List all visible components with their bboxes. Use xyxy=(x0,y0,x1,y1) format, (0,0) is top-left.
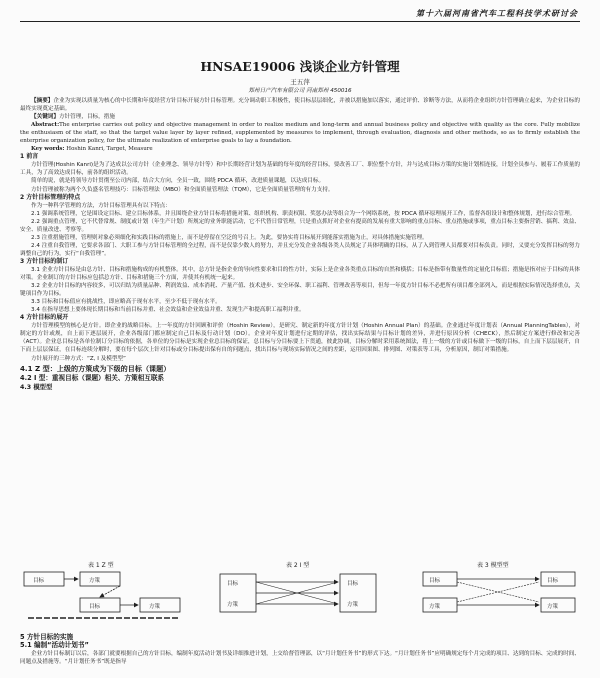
figures-row xyxy=(20,560,585,630)
z-label-1: 目标 xyxy=(33,578,45,584)
keywords-en-label: Key words: xyxy=(31,146,65,153)
section-2-3: 2.3 注重措施管理，管理则对象必须细化和实践目标的措施上，而不是停留在空泛的号召上。为此，要协实将目标展开到能落实措施为止，对具体措施实施管理。 xyxy=(31,234,428,241)
section-4-para-1: 方针管理模型的核心是方针。即企业的战略目标。上一年度的方针回顾和评价（Hoshin Review），是研究、制定新的年度方针计划（Hoshin Annual Plan）的基础。企业通过年度计划表（Annual PlanningTables），对制定的方针或规，自上而下逐层展开，企业各级部门都应制定自己目标及行动计划（DO）。企业对年度计划进行定期的评估，找出实际结果与目标计划的差异，并进行原因分析（CHECK），然后制定方案进行修改和完善（ACT）。企业总目标是各单位制订分目标的依据，各单位的分目标是实现企业总目标的保证，总目标与分目标要上下贯通，彼此协调，目标分解时采用系统图法，将上一级的方针或目标做下一级的目标，自上而下层层展开，自下而上层层保证，在目标连续分解时，要在每个层次上针对目标或分目标提出保有自的问题点，找出目标与现场实际情况之间的差距，运用因果图、排列图、对策表等工具，分析原因，制订对策措施。 xyxy=(20,323,580,354)
keywords-en xyxy=(20,145,580,153)
section-1-para-2: 简单的说，就是将领导方针贯彻至公司内部，结合大方向，全员一致，围绕 PDCA 循环，改进质量课题，以达成目标。 xyxy=(31,178,325,185)
z-label-3: 目标 xyxy=(89,604,101,610)
keywords-cn xyxy=(20,113,580,121)
section-3-title: 3 方针目标的制订 xyxy=(20,257,69,265)
figure-model-type xyxy=(415,560,585,624)
i-label-2: 方策 xyxy=(227,602,239,608)
section-1-para-3: 方针管理被称为两个久负盛名管理技巧：目标管理法（MBO）和全面质量管理法（TQM），它是全面质量管理的有力支持。 xyxy=(31,186,334,193)
abstract-cn-label: 【摘要】 xyxy=(31,98,54,104)
figure-i-diagram xyxy=(210,560,390,624)
section-3-2: 3.2 企业方针目标的内容较多，可以归结为质量品种、利润效益、成本消耗、产量产值、技术进步、安全环保、职工福利、管理改善等项目，但每一年度方针目标不必把所有项目都全部列入，而是根据实际情况选择重点，关键项目作为目标。 xyxy=(20,283,580,298)
figure-z-type xyxy=(20,560,190,624)
section-3-4: 3.4 在指导思想上要体现长期目标和当前目标并重、社会效益和企业效益并重、发现生产和提高职工福利并重。 xyxy=(31,307,305,314)
abstract-en-label: Abstract: xyxy=(31,122,60,129)
section-2-2: 2.2 强调重点管理，它不代替常规、制度或计划（年生产计划）所规定的业务职能活动，它不代替日常管理，只是重点抓好对企业有提高的发展有重大影响的重点目标、重点措施或事项，重点目标主要指营销、搞利、效益、安全、质量改进、考察等。 xyxy=(20,218,580,233)
m-label-4: 方策 xyxy=(547,604,559,610)
section-1-title: 1 前言 xyxy=(20,153,39,161)
section-2-intro: 作为一种科学管理的方法，方针目标管理具有以下特点： xyxy=(31,202,171,209)
i-label-4: 方策 xyxy=(347,602,359,608)
keywords-cn-label: 【关键词】 xyxy=(31,114,59,121)
m-label-1: 目标 xyxy=(429,578,441,584)
affiliation: 郑州日产汽车有限公司 河南郑州 450016 xyxy=(248,88,352,94)
figure-i-type xyxy=(210,560,390,624)
z-label-4: 方策 xyxy=(149,604,161,610)
paper-title: HNSAE19006 浅谈企业方针管理 xyxy=(200,59,400,74)
section-3-3: 3.3 目标和目标值应有挑战性，即应略高于现有水平，至少不低于现有水平。 xyxy=(31,299,221,306)
abstract-en xyxy=(20,121,580,145)
section-4-para-2: 方针展开的三种方式：“Z, I 及模型型” xyxy=(31,355,126,362)
tail-text xyxy=(20,633,580,666)
running-head: 第十六届河南省汽车工程科技学术研讨会 xyxy=(416,8,578,18)
abstract-cn xyxy=(20,97,580,113)
section-1-para-1: 方针管理(Hoshin Kanri)是为了达成以公司方针（企业理念、领导方针等）和中长期经营计划为基础的每年度的经营目标，要改善工厂、职位整个方针，并与达成目标方策的实施计划相连接，计划全员参与、履着工作质量的工具，为了高效达成目标，前各的组织活动。 xyxy=(20,162,580,177)
figure-model-diagram xyxy=(415,560,585,624)
z-arrow-2 xyxy=(100,586,120,597)
section-2-title: 2 方针目标管理的特点 xyxy=(20,193,81,201)
section-5-1: 5.1 编制“活动计划书” xyxy=(20,641,89,650)
keywords-en-text: Hoshin Kanri, Target, Measure xyxy=(66,146,153,153)
section-3-1: 3.1 企业方针目标是由总方针、目标和措施构成的有机整体。其中，总方针是指企业的导向性要求和目的性方针，实际上是企业各类重点目标的自然和横括；目标是指带有数量性的定量化目标值；措施是指对应于目标的具体对策。企业制订的方针目标应包括总方针、目标和措施三个方面，并使其有机统一起来。 xyxy=(20,266,580,282)
m-label-2: 方策 xyxy=(429,604,441,610)
figure-i-caption: 表 2 I 型 xyxy=(286,562,310,569)
section-2-4: 2.4 注重自我管理，它要求各部门、大职工参与方针目标管理的全过程，而不是仅靠少数人的努力，并且充分发企业各级各类人员规定了具体明确的目标，从了入到管理人员都要对目标负责。同时，义要充分发挥目标的努力调整自己的行为，实行“自我管理”。 xyxy=(20,242,580,257)
m-label-3: 目标 xyxy=(547,578,559,584)
keywords-cn-text: 方针管理，目标，措施 xyxy=(58,114,115,121)
body-text xyxy=(20,97,580,392)
abstract-cn-text: 企业为实现以质量为核心的中长期和年度经营方针目标开展方针目标管理。充分调动职工积极性，使目标层层细化，并被以措施加以落实，通过评价、诊断等方法，从而将企业组织方针管理确立起来，为企业目标的最终实现奠定基础。 xyxy=(20,98,580,113)
section-5-para-1: 企业方针目标制订以后，各部门就要根据自己的方针目标，编制年度活动计划书及详细推进计划，上交给督管理部，以“月计划任务书”的形式下达。“月计划任务书”应明确规定每个月完成的项目、达到的目标、完成的时间、同题点及措施等。“月计划任务书”既是指导 xyxy=(20,650,580,665)
section-5-title: 5 方针目标的实施 xyxy=(20,633,74,641)
section-4-title: 4 方针目标的展开 xyxy=(20,314,69,322)
section-4-2: 4.2 I 型：重视目标（课题）相关、方策相互联系 xyxy=(20,373,165,382)
figure-z-diagram xyxy=(20,560,190,624)
figure-z-caption: 表 1 Z 型 xyxy=(88,562,114,569)
figure-model-caption: 表 3 模型型 xyxy=(477,562,509,569)
section-2-1: 2.1 强调系统管理，它是围设定目标、建立目标体系，并且围绕企业方针目标将措施对策、组织机构、职责权限、奖惩办法等组合为一个网络系统，按 PDCA 循环原理展开工作，监督各组设计和整体规划，进行综合管理。 xyxy=(31,210,576,217)
author: 王五萍 xyxy=(290,78,310,86)
section-4-3: 4.3 模型型 xyxy=(20,383,53,391)
section-4-1: 4.1 Z 型：上级的方策成为下级的目标（课题） xyxy=(20,363,171,373)
i-label-1: 目标 xyxy=(227,581,239,587)
i-label-3: 目标 xyxy=(347,581,359,587)
header-rule xyxy=(20,21,580,22)
abstract-en-text: The enterprise carries out policy and objective management in order to realize medium and long-term and annual business policy and objective with quality as the core. Fully mobilize the enthusiasm of the staff, so that the target value layer by layer refined, supplemented by measures to implement, through evaluation, diagnosis and other methods, so as to firmly establish the enterprise organization policy, for the ultimate realization of enterprise goals to lay a foundation. xyxy=(20,122,580,145)
z-label-2: 方策 xyxy=(89,578,101,584)
